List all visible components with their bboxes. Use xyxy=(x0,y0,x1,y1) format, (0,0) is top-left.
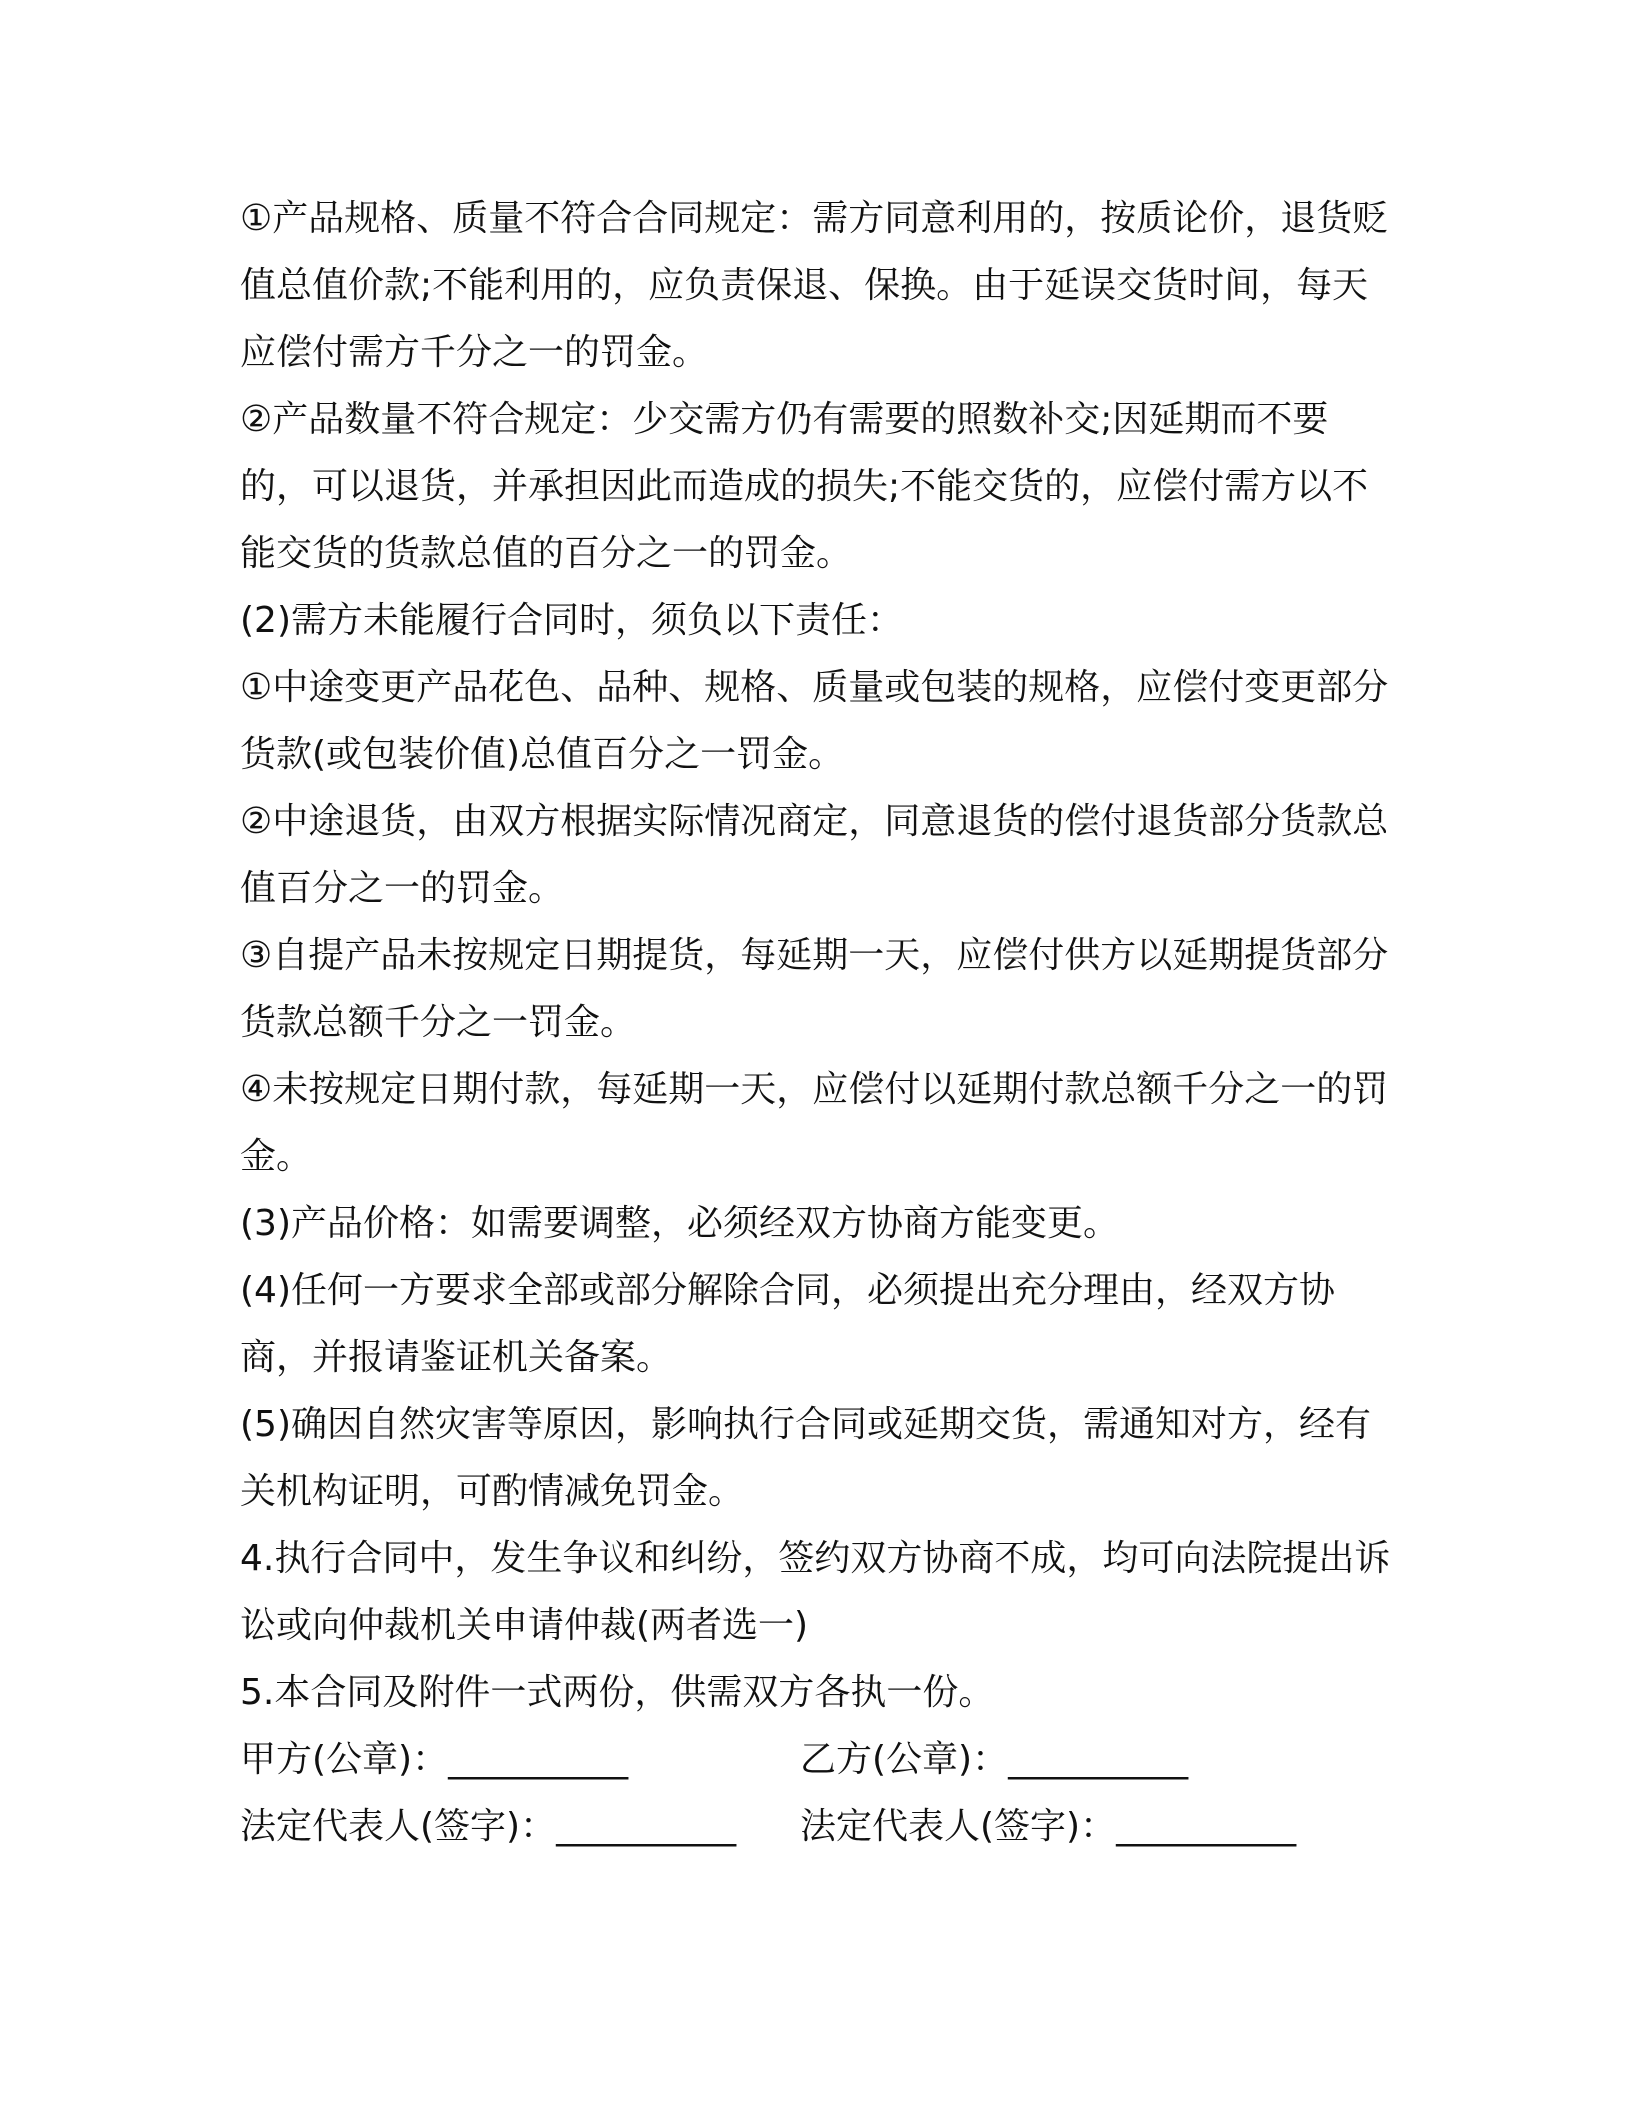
clause-return-goods: ②中途退货，由双方根据实际情况商定，同意退货的偿付退货部分货款总值百分之一的罚金。 xyxy=(240,801,1389,909)
clause-quality-penalty: ①产品规格、质量不符合合同规定：需方同意利用的，按质论价，退货贬值总值价款;不能利用的，应负责保退、保换。由于延误交货时间，每天应偿付需方千分之一的罚金。 xyxy=(240,198,1389,373)
clause-price: (3)产品价格：如需要调整，必须经双方协商方能变更。 xyxy=(240,1203,1119,1244)
signature-block xyxy=(240,1726,1400,1860)
party-a-seal-field: 甲方(公章)：__________ xyxy=(240,1739,629,1780)
clause-dispute: 4.执行合同中，发生争议和纠纷，签约双方协商不成，均可向法院提出诉讼或向仲裁机关申请仲裁(两者选一) xyxy=(240,1538,1391,1646)
clause-payment-delay: ④未按规定日期付款，每延期一天，应偿付以延期付款总额千分之一的罚金。 xyxy=(240,1069,1389,1177)
clause-change-spec: ①中途变更产品花色、品种、规格、质量或包装的规格，应偿付变更部分货款(或包装价值)总值百分之一罚金。 xyxy=(240,667,1389,775)
party-b-representative-field: 法定代表人(签字)：__________ xyxy=(800,1806,1297,1847)
document-body xyxy=(240,185,1400,1860)
representative-row xyxy=(240,1793,1400,1860)
clause-pickup-delay: ③自提产品未按规定日期提货，每延期一天，应偿付供方以延期提货部分货款总额千分之一罚金。 xyxy=(240,935,1389,1043)
clause-quantity-penalty: ②产品数量不符合规定：少交需方仍有需要的照数补交;因延期而不要的，可以退货，并承担因此而造成的损失;不能交货的，应偿付需方以不能交货的货款总值的百分之一的罚金。 xyxy=(240,399,1369,574)
seal-row xyxy=(240,1726,1400,1793)
clause-force-majeure: (5)确因自然灾害等原因，影响执行合同或延期交货，需通知对方，经有关机构证明，可酌情减免罚金。 xyxy=(240,1404,1371,1512)
party-a-representative-field: 法定代表人(签字)：__________ xyxy=(240,1806,737,1847)
clause-buyer-liability-heading: (2)需方未能履行合同时，须负以下责任： xyxy=(240,600,903,641)
clause-copies: 5.本合同及附件一式两份，供需双方各执一份。 xyxy=(240,1672,995,1713)
party-b-seal-field: 乙方(公章)：__________ xyxy=(800,1739,1189,1780)
clause-termination: (4)任何一方要求全部或部分解除合同，必须提出充分理由，经双方协商，并报请鉴证机关备案。 xyxy=(240,1270,1335,1378)
